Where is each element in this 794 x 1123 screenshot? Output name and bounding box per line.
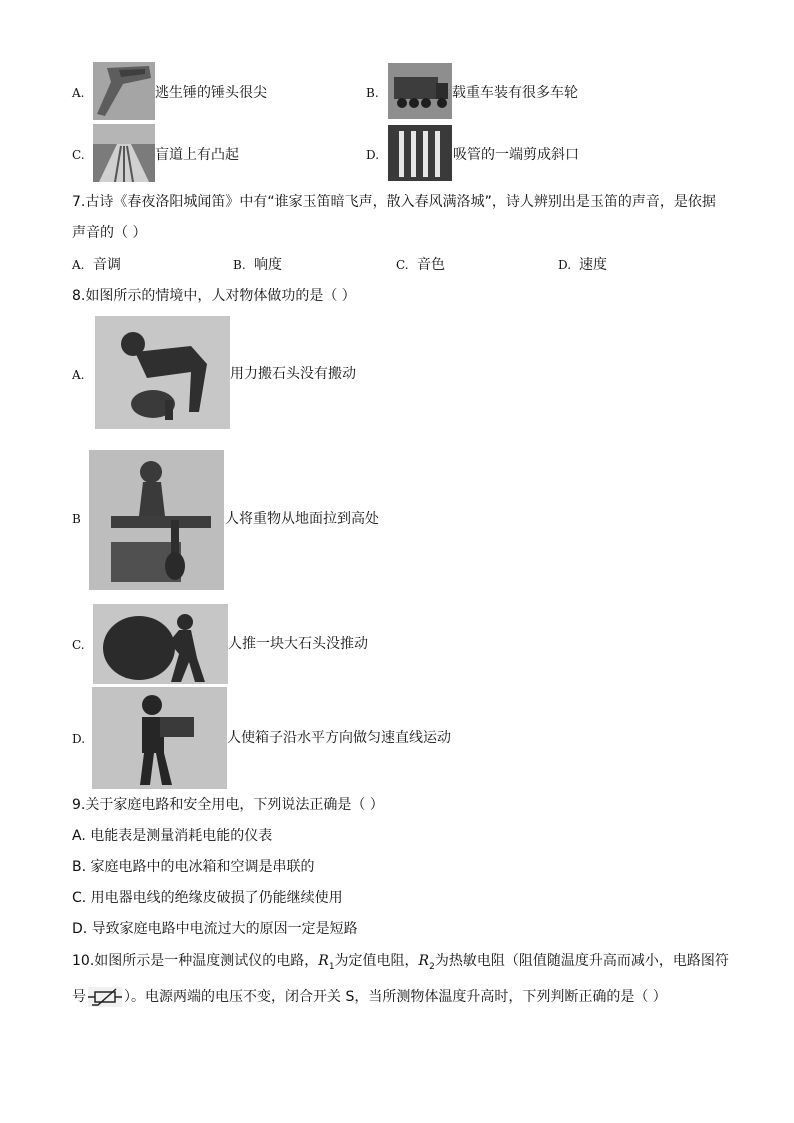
option-c-label: C.: [72, 638, 85, 652]
option-d: D. 导致家庭电路中电流过大的原因一定是短路: [72, 921, 358, 937]
stem-part: 号: [72, 989, 86, 1005]
option-a-text: 用力搬石头没有搬动: [230, 366, 356, 382]
option-b: B. 家庭电路中的电冰箱和空调是串联的: [72, 859, 315, 875]
option-d-text: 速度: [579, 257, 607, 273]
lifting-stone-image: [95, 316, 230, 429]
option-text: 盲道上有凸起: [155, 147, 239, 163]
option-b-text: 人将重物从地面拉到高处: [225, 511, 379, 527]
option-label: C.: [72, 148, 85, 162]
r1-symbol: R: [318, 953, 329, 969]
option-c-text: 音色: [417, 257, 445, 273]
question-stem: 7.古诗《春夜洛阳城闻笛》中有“谁家玉笛暗飞声，散入春风满洛城”，诗人辨别出是玉笛的声音，是依据: [72, 194, 716, 210]
carrying-box-image: [92, 687, 227, 789]
option-label: A.: [72, 86, 85, 100]
r2-symbol: R: [418, 953, 430, 969]
option-text: 吸管的一端剪成斜口: [453, 147, 579, 163]
option-d-label: D.: [72, 732, 86, 746]
option-b-text: 响度: [254, 257, 282, 273]
option-b-label: B.: [233, 258, 246, 272]
option-a-label: A.: [72, 258, 85, 272]
stem-part: ）。电源两端的电压不变，闭合开关 S，当所测物体温度升高时，下列判断正确的是（ ）: [124, 989, 667, 1005]
option-label: B.: [366, 86, 379, 100]
pushing-stone-image: [93, 604, 228, 684]
pulling-weight-image: [89, 450, 224, 590]
option-text: 逃生锤的锤头很尖: [155, 85, 267, 101]
truck-image: [388, 63, 452, 119]
thermistor-symbol-icon: [88, 987, 122, 1007]
option-label: D.: [366, 148, 380, 162]
option-d-label: D.: [558, 258, 572, 272]
option-c-text: 人推一块大石头没推动: [228, 636, 368, 652]
question-stem: 8.如图所示的情境中，人对物体做功的是（ ）: [72, 288, 356, 304]
option-a-label: A.: [72, 368, 85, 382]
option-c-label: C.: [396, 258, 409, 272]
option-text: 载重车装有很多车轮: [452, 85, 578, 101]
option-a: A. 电能表是测量消耗电能的仪表: [72, 828, 273, 844]
stem-part: 为热敏电阻（阻值随温度升高而减小，电路图符: [434, 953, 729, 969]
option-a-text: 音调: [93, 257, 121, 273]
r1-subscript: 1: [328, 961, 335, 972]
option-c: C. 用电器电线的绝缘皮破损了仍能继续使用: [72, 890, 343, 906]
question-stem-line-2: [72, 987, 667, 1007]
stem-part: 10.如图所示是一种温度测试仪的电路，: [72, 953, 319, 969]
tactile-paving-image: [93, 124, 155, 182]
straws-image: [388, 125, 452, 181]
option-b-label: B: [72, 512, 81, 526]
option-d-text: 人使箱子沿水平方向做匀速直线运动: [227, 730, 451, 746]
stem-part: 为定值电阻，: [334, 953, 419, 969]
question-stem-continued: 声音的（ ）: [72, 225, 147, 241]
question-stem: 9.关于家庭电路和安全用电，下列说法正确是（ ）: [72, 797, 384, 813]
hammer-image: [93, 62, 155, 120]
r2-subscript: 2: [429, 961, 435, 972]
question-stem-line-1: [72, 952, 729, 976]
